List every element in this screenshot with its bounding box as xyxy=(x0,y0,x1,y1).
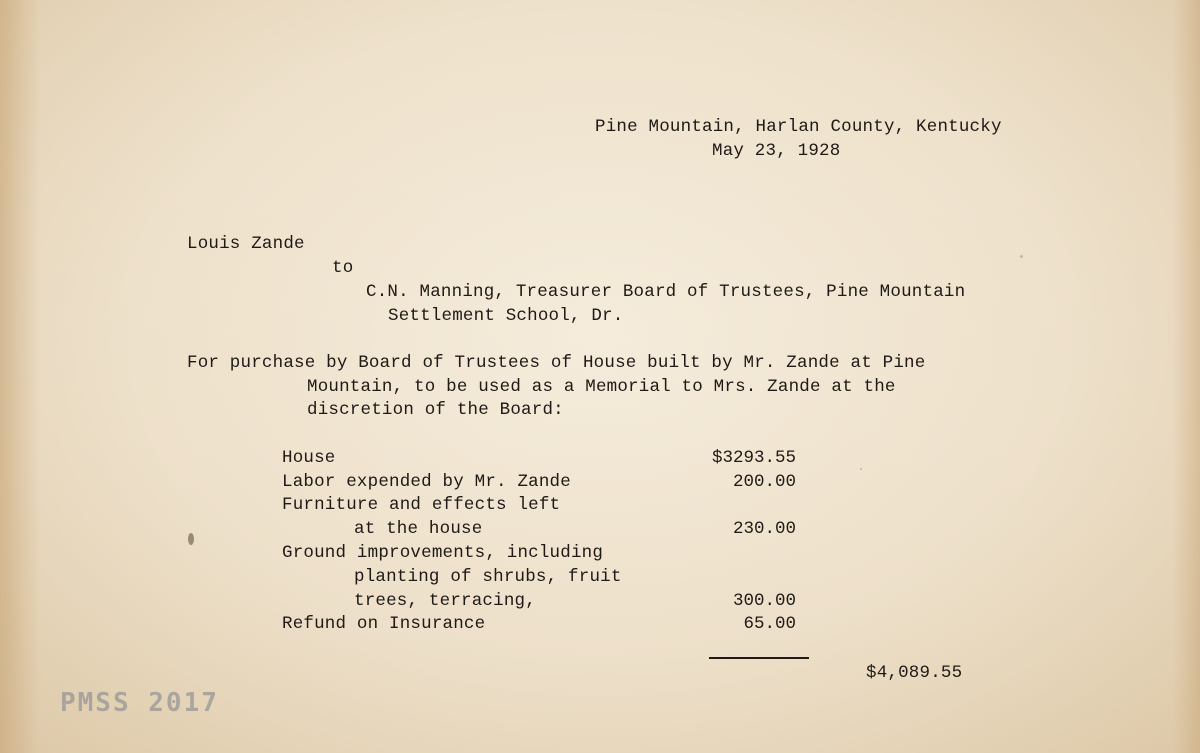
item-furniture-amount: 230.00 xyxy=(732,519,796,539)
paper-stain xyxy=(188,533,194,545)
paper-speck xyxy=(1020,255,1023,258)
item-insurance-amount: 65.00 xyxy=(743,614,796,634)
letterhead-date: May 23, 1928 xyxy=(712,141,841,161)
paper-left-edge xyxy=(0,0,40,753)
item-furniture-label-2: at the house xyxy=(354,519,483,539)
sum-rule xyxy=(709,657,809,659)
item-ground-label-1: Ground improvements, including xyxy=(282,543,604,563)
total-amount: $4,089.55 xyxy=(866,663,963,683)
paper-right-edge xyxy=(1172,0,1200,753)
item-labor-amount: 200.00 xyxy=(732,472,796,492)
item-house-label: House xyxy=(282,448,336,468)
creditor-line-1: C.N. Manning, Treasurer Board of Trustees, Pine Mountain xyxy=(366,282,966,302)
item-insurance-label: Refund on Insurance xyxy=(282,614,486,634)
creditor-line-2: Settlement School, Dr. xyxy=(388,306,624,326)
item-furniture-label-1: Furniture and effects left xyxy=(282,495,561,515)
letterhead-place: Pine Mountain, Harlan County, Kentucky xyxy=(595,117,1002,137)
purpose-line-3: discretion of the Board: xyxy=(307,400,564,420)
item-ground-label-2: planting of shrubs, fruit xyxy=(354,567,622,587)
item-ground-label-3: trees, terracing, xyxy=(354,591,536,611)
item-labor-label: Labor expended by Mr. Zande xyxy=(282,472,571,492)
item-ground-amount: 300.00 xyxy=(732,591,796,611)
paper-speck xyxy=(860,468,862,470)
to-word: to xyxy=(332,258,354,278)
item-house-amount: $3293.55 xyxy=(711,448,796,468)
watermark: PMSS 2017 xyxy=(60,688,219,718)
purpose-line-2: Mountain, to be used as a Memorial to Mrs. Zande at the xyxy=(307,377,896,397)
debtor-name: Louis Zande xyxy=(187,234,305,254)
purpose-line-1: For purchase by Board of Trustees of House built by Mr. Zande at Pine xyxy=(187,353,926,373)
